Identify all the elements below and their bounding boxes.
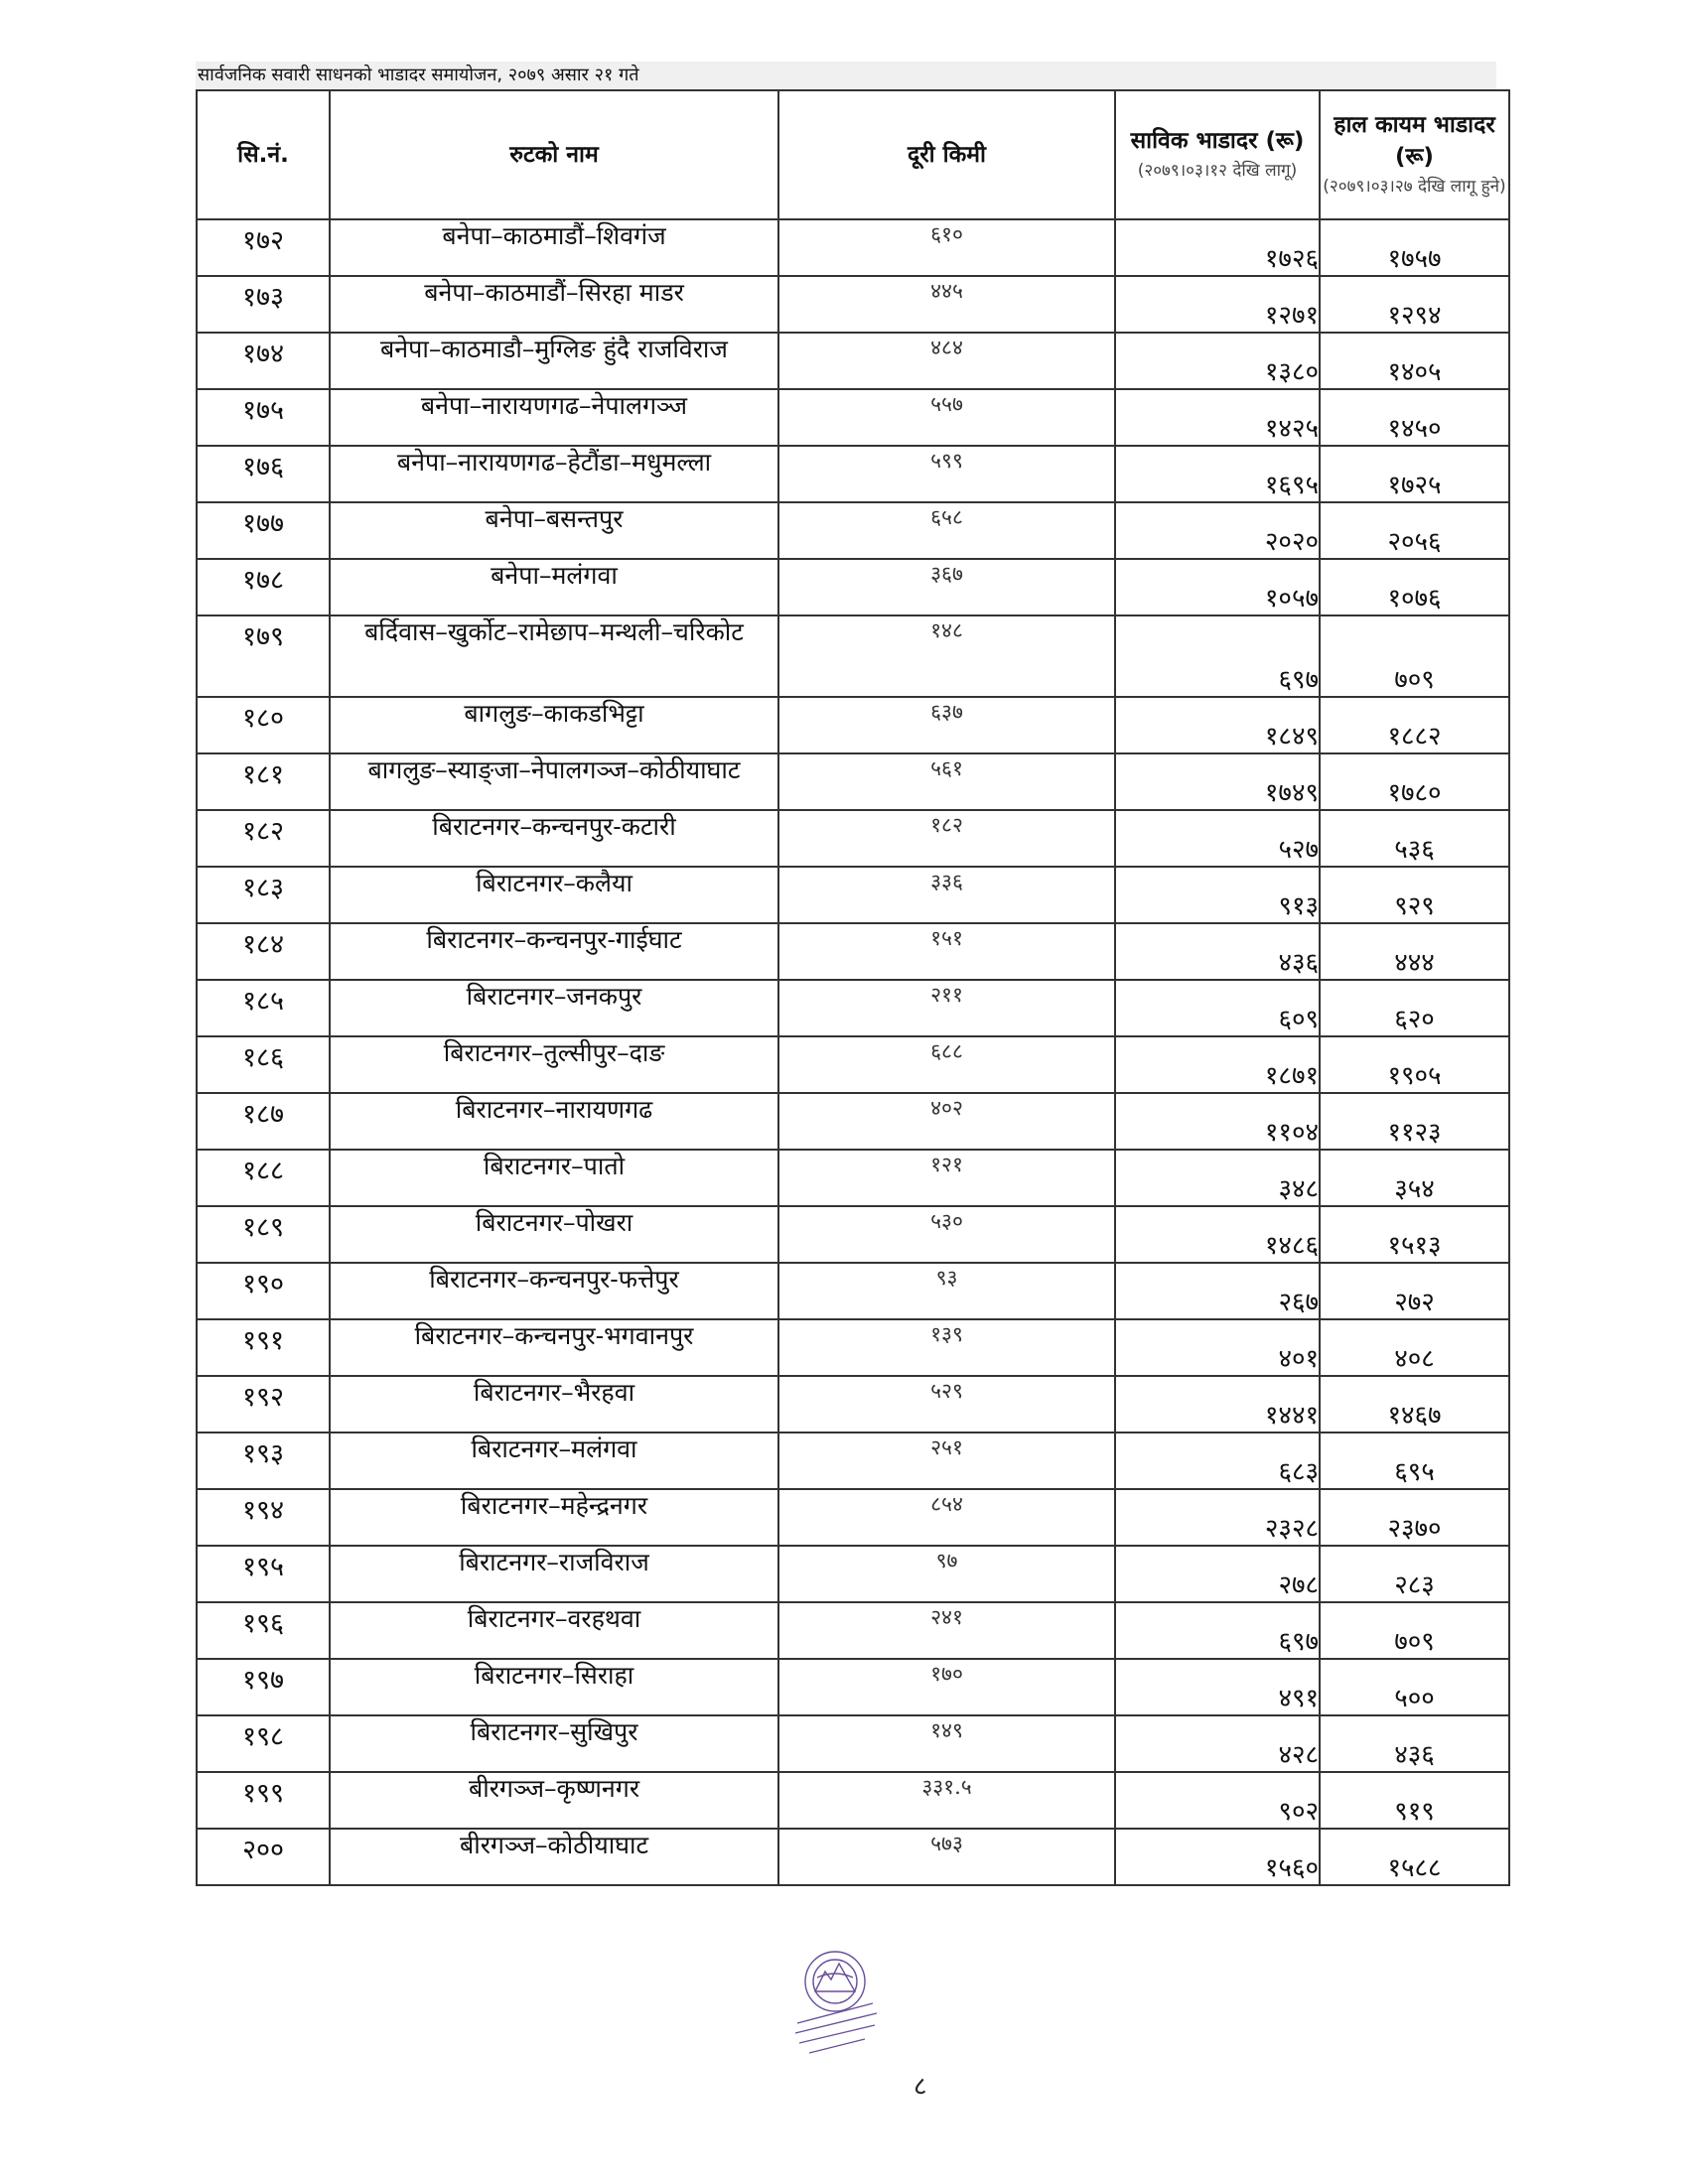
row-distance: १३९ (778, 1319, 1115, 1376)
row-current-fare: ७०९ (1320, 1602, 1509, 1659)
row-distance: ५५७ (778, 389, 1115, 446)
col-header-current-fare (1320, 90, 1509, 219)
row-current-fare: १४६७ (1320, 1376, 1509, 1433)
row-sn: १८३ (197, 867, 330, 923)
row-old-fare: ९१३ (1115, 867, 1320, 923)
row-route: बिराटनगर–कन्चनपुर-फत्तेपुर (330, 1263, 778, 1319)
table-row (197, 1546, 1509, 1602)
row-current-fare: १५८८ (1320, 1829, 1509, 1885)
row-old-fare: ५२७ (1115, 810, 1320, 867)
row-current-fare: १४०५ (1320, 333, 1509, 389)
row-distance: २११ (778, 980, 1115, 1036)
row-route: बिराटनगर–वरहथवा (330, 1602, 778, 1659)
current-fare-label: हाल कायम भाडादर (रू) (1334, 112, 1495, 170)
row-route: बनेपा–काठमाडौं–सिरहा माडर (330, 276, 778, 333)
table-row (197, 980, 1509, 1036)
row-old-fare: १६९५ (1115, 446, 1320, 502)
row-current-fare: १७८० (1320, 753, 1509, 810)
row-old-fare: २७८ (1115, 1546, 1320, 1602)
row-sn: १८० (197, 697, 330, 753)
table-row (197, 1602, 1509, 1659)
row-old-fare: १२७१ (1115, 276, 1320, 333)
row-old-fare: १७२६ (1115, 219, 1320, 276)
row-sn: १८७ (197, 1093, 330, 1150)
row-distance: ५९९ (778, 446, 1115, 502)
row-route: बीरगञ्ज–कोठीयाघाट (330, 1829, 778, 1885)
row-current-fare: २८३ (1320, 1546, 1509, 1602)
row-route: बर्दिवास–खुर्कोट–रामेछाप–मन्थली–चरिकोट (330, 615, 778, 697)
row-distance: ५३० (778, 1206, 1115, 1263)
row-sn: १९३ (197, 1433, 330, 1489)
row-old-fare: ६८३ (1115, 1433, 1320, 1489)
row-current-fare: ५३६ (1320, 810, 1509, 867)
col-header-route: रुटको नाम (330, 90, 778, 219)
row-current-fare: १९०५ (1320, 1036, 1509, 1093)
table-row (197, 502, 1509, 559)
row-current-fare: १८८२ (1320, 697, 1509, 753)
table-row (197, 697, 1509, 753)
row-distance: १४८ (778, 615, 1115, 697)
row-route: बिराटनगर–कन्चनपुर-गाईघाट (330, 923, 778, 980)
table-row (197, 219, 1509, 276)
row-sn: १७३ (197, 276, 330, 333)
table-row (197, 276, 1509, 333)
row-distance: ९३ (778, 1263, 1115, 1319)
row-current-fare: १५१३ (1320, 1206, 1509, 1263)
table-row (197, 1319, 1509, 1376)
row-distance: ८५४ (778, 1489, 1115, 1546)
row-current-fare: ३५४ (1320, 1150, 1509, 1206)
row-distance: ३३६ (778, 867, 1115, 923)
row-sn: २०० (197, 1829, 330, 1885)
table-row (197, 1489, 1509, 1546)
row-distance: ९७ (778, 1546, 1115, 1602)
row-route: बिराटनगर–कन्चनपुर-कटारी (330, 810, 778, 867)
fare-table (196, 89, 1510, 1886)
row-sn: १९७ (197, 1659, 330, 1715)
old-fare-note: (२०७९।०३।१२ देखि लागू) (1137, 161, 1298, 181)
row-route: बागलुङ–काकडभिट्टा (330, 697, 778, 753)
document-title: सार्वजनिक सवारी साधनको भाडादर समायोजन, २०७९ असार २१ गते (198, 65, 639, 85)
table-row (197, 1433, 1509, 1489)
table-row (197, 753, 1509, 810)
row-old-fare: १४२५ (1115, 389, 1320, 446)
row-sn: १८१ (197, 753, 330, 810)
row-sn: १८८ (197, 1150, 330, 1206)
row-route: बिराटनगर–कलैया (330, 867, 778, 923)
row-sn: १७६ (197, 446, 330, 502)
row-old-fare: ४०१ (1115, 1319, 1320, 1376)
table-row (197, 1772, 1509, 1829)
table-row (197, 867, 1509, 923)
row-distance: १८२ (778, 810, 1115, 867)
row-current-fare: ११२३ (1320, 1093, 1509, 1150)
row-route: बनेपा–काठमाडौ–मुग्लिङ हुंदै राजविराज (330, 333, 778, 389)
department-seal (766, 1934, 905, 2073)
row-sn: १९५ (197, 1546, 330, 1602)
row-current-fare: ४०८ (1320, 1319, 1509, 1376)
row-old-fare: १५६० (1115, 1829, 1320, 1885)
row-current-fare: १०७६ (1320, 559, 1509, 615)
row-current-fare: ९१९ (1320, 1772, 1509, 1829)
row-sn: १८६ (197, 1036, 330, 1093)
row-old-fare: १०५७ (1115, 559, 1320, 615)
row-distance: ४४५ (778, 276, 1115, 333)
row-distance: ६५८ (778, 502, 1115, 559)
row-old-fare: २६७ (1115, 1263, 1320, 1319)
row-old-fare: १४४१ (1115, 1376, 1320, 1433)
table-row (197, 1036, 1509, 1093)
row-route: बिराटनगर–सिराहा (330, 1659, 778, 1715)
table-row (197, 559, 1509, 615)
table-row (197, 1659, 1509, 1715)
row-route: बिराटनगर–राजविराज (330, 1546, 778, 1602)
row-current-fare: ४४४ (1320, 923, 1509, 980)
row-old-fare: ९०२ (1115, 1772, 1320, 1829)
row-sn: १७२ (197, 219, 330, 276)
row-old-fare: ४९१ (1115, 1659, 1320, 1715)
row-distance: १५१ (778, 923, 1115, 980)
row-route: बिराटनगर–मलंगवा (330, 1433, 778, 1489)
row-sn: १९२ (197, 1376, 330, 1433)
row-old-fare: ६०९ (1115, 980, 1320, 1036)
row-route: बनेपा–नारायणगढ–नेपालगञ्ज (330, 389, 778, 446)
row-distance: ६८८ (778, 1036, 1115, 1093)
row-route: बनेपा–नारायणगढ–हेटौंडा–मधुमल्ला (330, 446, 778, 502)
row-current-fare: ५०० (1320, 1659, 1509, 1715)
col-header-old-fare (1115, 90, 1320, 219)
row-route: बीरगञ्ज–कृष्णनगर (330, 1772, 778, 1829)
col-header-sn: सि.नं. (197, 90, 330, 219)
row-current-fare: ६२० (1320, 980, 1509, 1036)
row-route: बिराटनगर–महेन्द्रनगर (330, 1489, 778, 1546)
row-distance: ४८४ (778, 333, 1115, 389)
page-number: ८ (914, 2072, 927, 2102)
table-row (197, 1376, 1509, 1433)
row-distance: ३६७ (778, 559, 1115, 615)
row-sn: १८२ (197, 810, 330, 867)
row-old-fare: २०२० (1115, 502, 1320, 559)
table-header-row (197, 90, 1509, 219)
row-route: बनेपा–काठमाडौं–शिवगंज (330, 219, 778, 276)
row-old-fare: १४८६ (1115, 1206, 1320, 1263)
row-route: बागलुङ–स्याङ्जा–नेपालगञ्ज–कोठीयाघाट (330, 753, 778, 810)
row-sn: १७७ (197, 502, 330, 559)
row-distance: २५१ (778, 1433, 1115, 1489)
row-current-fare: ९२९ (1320, 867, 1509, 923)
col-header-distance: दूरी किमी (778, 90, 1115, 219)
row-distance: १२१ (778, 1150, 1115, 1206)
table-row (197, 1829, 1509, 1885)
row-distance: ३३१.५ (778, 1772, 1115, 1829)
row-distance: २४१ (778, 1602, 1115, 1659)
row-route: बिराटनगर–भैरहवा (330, 1376, 778, 1433)
row-old-fare: १७४९ (1115, 753, 1320, 810)
row-sn: १९६ (197, 1602, 330, 1659)
row-current-fare: २७२ (1320, 1263, 1509, 1319)
table-row (197, 810, 1509, 867)
row-sn: १८४ (197, 923, 330, 980)
row-distance: १७० (778, 1659, 1115, 1715)
row-distance: ५६१ (778, 753, 1115, 810)
row-old-fare: १८४९ (1115, 697, 1320, 753)
row-current-fare: २३७० (1320, 1489, 1509, 1546)
row-distance: ६३७ (778, 697, 1115, 753)
row-route: बिराटनगर–पातो (330, 1150, 778, 1206)
row-current-fare: १७२५ (1320, 446, 1509, 502)
table-row (197, 333, 1509, 389)
row-sn: १९४ (197, 1489, 330, 1546)
row-sn: १८५ (197, 980, 330, 1036)
row-sn: १९९ (197, 1772, 330, 1829)
row-distance: ६१० (778, 219, 1115, 276)
row-sn: १९१ (197, 1319, 330, 1376)
row-current-fare: १२९४ (1320, 276, 1509, 333)
row-sn: १७९ (197, 615, 330, 697)
row-old-fare: ६९७ (1115, 615, 1320, 697)
row-current-fare: ६९५ (1320, 1433, 1509, 1489)
row-sn: १७५ (197, 389, 330, 446)
row-route: बिराटनगर–पोखरा (330, 1206, 778, 1263)
row-old-fare: १८७१ (1115, 1036, 1320, 1093)
row-old-fare: ४२८ (1115, 1715, 1320, 1772)
row-old-fare: ४३६ (1115, 923, 1320, 980)
row-current-fare: ४३६ (1320, 1715, 1509, 1772)
row-distance: १४९ (778, 1715, 1115, 1772)
row-distance: ५२९ (778, 1376, 1115, 1433)
table-row (197, 1715, 1509, 1772)
row-distance: ५७३ (778, 1829, 1115, 1885)
row-old-fare: ११०४ (1115, 1093, 1320, 1150)
table-row (197, 1150, 1509, 1206)
row-distance: ४०२ (778, 1093, 1115, 1150)
old-fare-label: साविक भाडादर (रू) (1130, 128, 1305, 154)
row-sn: १८९ (197, 1206, 330, 1263)
row-current-fare: १७५७ (1320, 219, 1509, 276)
row-sn: १९० (197, 1263, 330, 1319)
table-row (197, 1093, 1509, 1150)
table-row (197, 1263, 1509, 1319)
table-row (197, 446, 1509, 502)
row-route: बनेपा–बसन्तपुर (330, 502, 778, 559)
table-row (197, 389, 1509, 446)
row-route: बिराटनगर–कन्चनपुर-भगवानपुर (330, 1319, 778, 1376)
row-current-fare: २०५६ (1320, 502, 1509, 559)
current-fare-note: (२०७९।०३।२७ देखि लागू हुने) (1323, 177, 1506, 197)
row-old-fare: १३८० (1115, 333, 1320, 389)
table-row (197, 1206, 1509, 1263)
row-route: बिराटनगर–सुखिपुर (330, 1715, 778, 1772)
row-current-fare: १४५० (1320, 389, 1509, 446)
row-old-fare: २३२८ (1115, 1489, 1320, 1546)
row-route: बिराटनगर–जनकपुर (330, 980, 778, 1036)
row-sn: १७८ (197, 559, 330, 615)
row-route: बिराटनगर–नारायणगढ (330, 1093, 778, 1150)
row-sn: १७४ (197, 333, 330, 389)
table-row (197, 615, 1509, 697)
table-row (197, 923, 1509, 980)
row-sn: १९८ (197, 1715, 330, 1772)
row-current-fare: ७०९ (1320, 615, 1509, 697)
row-old-fare: ६९७ (1115, 1602, 1320, 1659)
row-route: बनेपा–मलंगवा (330, 559, 778, 615)
row-route: बिराटनगर–तुल्सीपुर–दाङ (330, 1036, 778, 1093)
row-old-fare: ३४८ (1115, 1150, 1320, 1206)
